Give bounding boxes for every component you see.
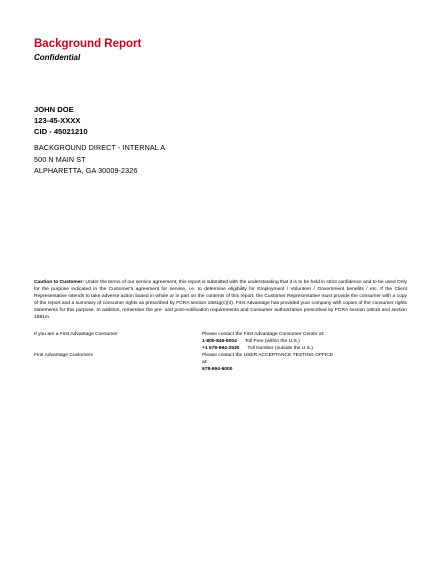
consumer-label: If you are a First Advantage Consumer: [34, 332, 118, 337]
address-line-2: 500 N MAIN ST: [34, 154, 86, 164]
confidential-label: Confidential: [34, 53, 81, 62]
caution-lead: Caution to Customer:: [34, 280, 85, 285]
customer-office-intro: Please contact the USER ACCEPTANCE TESTING OFFICE: [202, 353, 334, 358]
customer-office-at: at:: [202, 360, 208, 365]
subject-block: [34, 104, 88, 137]
report-title: Background Report: [34, 38, 142, 50]
toll-phone: +1 678-694-2530: [202, 346, 240, 351]
caution-body: Under the terms of our service agreement, this report is submitted with the understanding that it is to be held in strict confidence and to be used Only for the purpose indicated in the Customer's agreement for service, i.e. to determine eligibility for Employment / Volunteer / Government benefits / etc. If the Client Representative intends to take adverse action based in whole or in part on the contents of this report, the Customer Representative must provide the consumer with a copy of the report and a summary of consumer rights as prescribed by FCRA section 1681g(c)(3). First Advantage has provided your company with copies of the consumer rights statements for this purpose. In addition, remember the pre- and post-notification requirements and Consumer authorization prescribed by FCRA section 1681b and section 1681m.: [34, 280, 407, 320]
subject-cid: CID - 45021210: [34, 127, 88, 136]
consumer-contact-details: [202, 331, 407, 352]
address-line-3: ALPHARETTA, GA 30009-2326: [34, 166, 138, 175]
customer-contact-details: [202, 352, 407, 373]
toll-free-line: [202, 338, 407, 345]
toll-line: [202, 345, 407, 352]
toll-free-note: Toll Free (within the U.S.): [244, 339, 300, 344]
requester-address: [34, 142, 165, 177]
customer-label: First Advantage Customers: [34, 353, 93, 358]
customer-office-phone: 678-694-6000: [202, 367, 233, 372]
contact-section: [34, 331, 407, 373]
address-line-1: BACKGROUND DIRECT - INTERNAL A: [34, 143, 166, 152]
toll-free-phone: 1-800-845-6004: [202, 339, 237, 344]
consumer-contact-row: [34, 331, 407, 352]
consumer-center-intro: Please contact the First Advantage Consumer Center at:: [202, 332, 325, 337]
caution-notice: [34, 279, 407, 321]
subject-name: JOHN DOE: [34, 105, 74, 114]
subject-ssn: 123-45-XXXX: [34, 116, 81, 125]
toll-note: Toll Number (outside the U.S.): [247, 346, 313, 351]
customer-contact-row: [34, 352, 407, 373]
